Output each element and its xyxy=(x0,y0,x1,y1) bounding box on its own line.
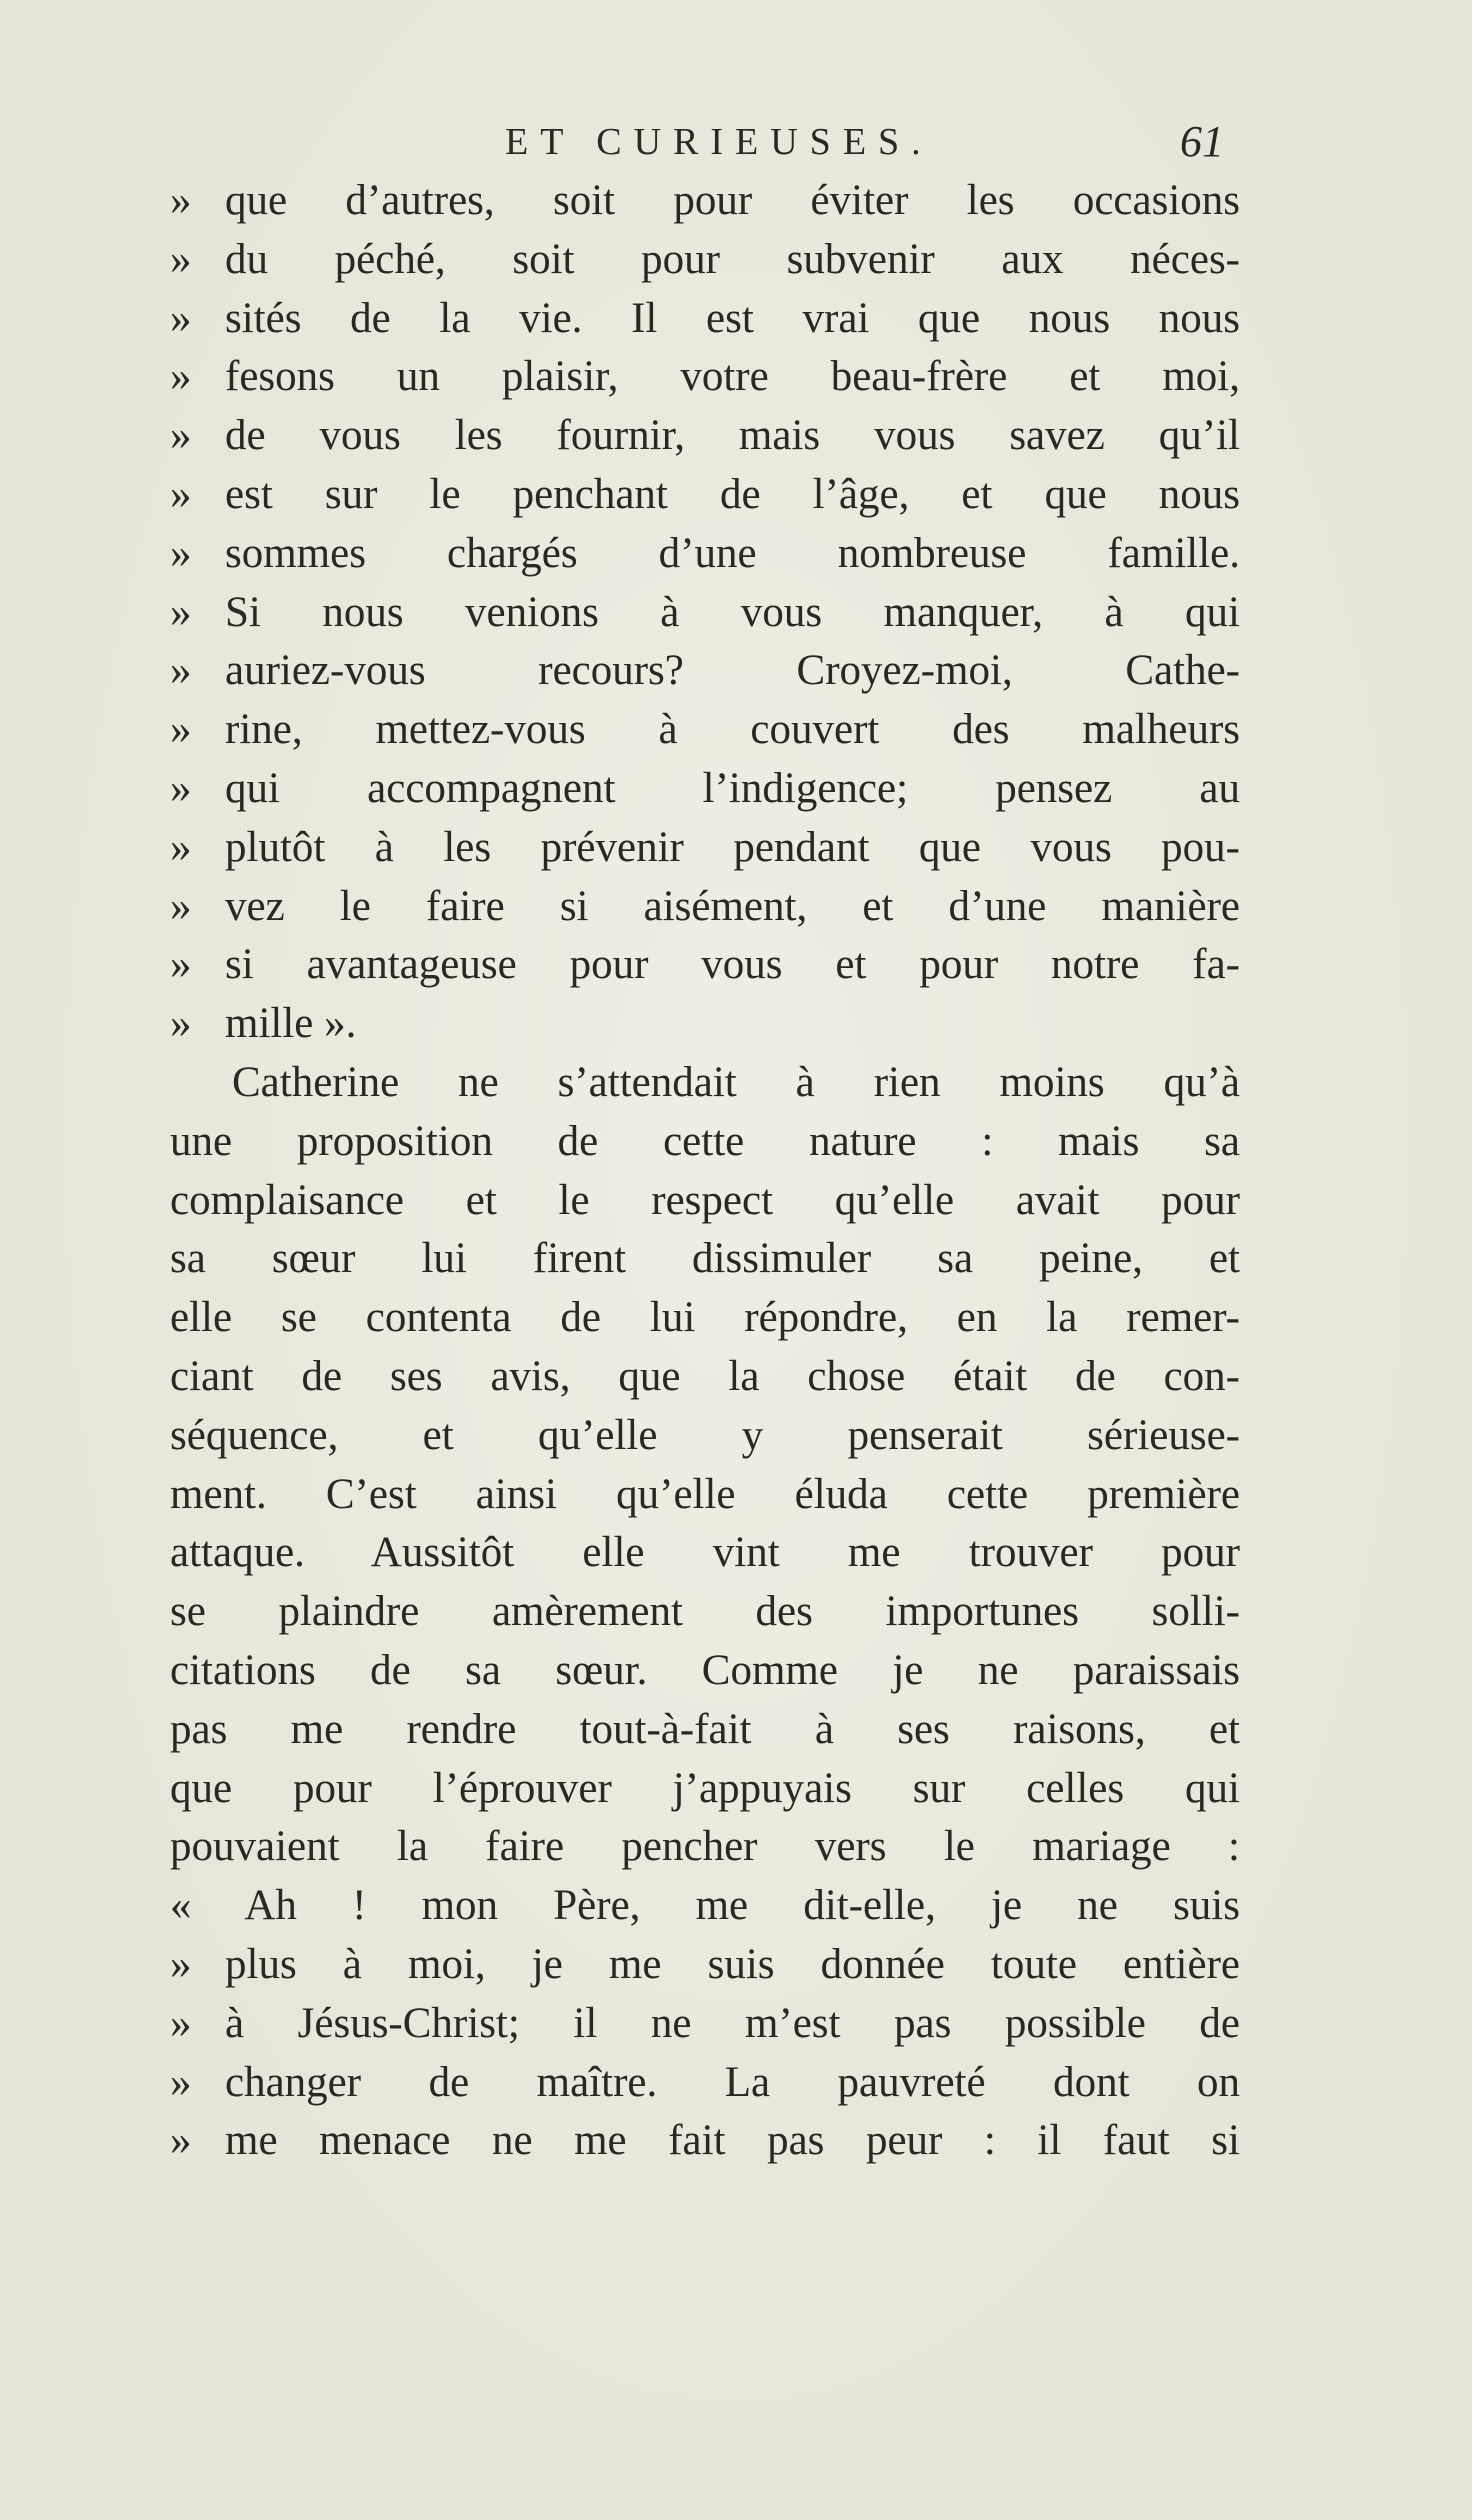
line-text: rine, mettez-vous à couvert des malheurs xyxy=(225,706,1240,754)
text-line: sa sœur lui firent dissimuler sa peine, et xyxy=(170,1235,1240,1283)
line-text: auriez-vous recours? Croyez-moi, Cathe- xyxy=(225,647,1240,695)
text-line: ciant de ses avis, que la chose était de con- xyxy=(170,1352,1240,1400)
guillemet-marker: » xyxy=(170,1940,192,1988)
text-line xyxy=(170,231,1240,290)
guillemet-marker: » xyxy=(170,529,192,577)
line-text: Si nous venions à vous manquer, à qui xyxy=(225,588,1240,636)
guillemet-marker: » xyxy=(170,235,192,283)
guillemet-marker: » xyxy=(170,353,192,401)
text-line: complaisance et le respect qu’elle avait pour xyxy=(170,1176,1240,1224)
line-text: du péché, soit pour subvenir aux néces- xyxy=(225,235,1240,283)
running-title: ET CURIEUSES. xyxy=(505,121,933,163)
text-line xyxy=(170,2112,1240,2171)
text-line xyxy=(170,584,1240,643)
text-line: attaque. Aussitôt elle vint me trouver pour xyxy=(170,1529,1240,1577)
text-line: « Ah ! mon Père, me dit-elle, je ne suis xyxy=(170,1882,1240,1930)
guillemet-marker: » xyxy=(170,1999,192,2047)
paragraph-start-line: Catherine ne s’attendait à rien moins qu’à xyxy=(232,1058,1240,1106)
text-line xyxy=(170,995,1240,1054)
line-text: sommes chargés d’une nombreuse famille. xyxy=(225,529,1240,577)
text-line: se plaindre amèrement des importunes solli- xyxy=(170,1588,1240,1636)
text-line xyxy=(170,1995,1240,2054)
guillemet-marker: » xyxy=(170,177,192,224)
line-text: plus à moi, je me suis donnée toute entière xyxy=(225,1940,1240,1988)
line-text: si avantageuse pour vous et pour notre fa- xyxy=(225,941,1240,989)
text-line: séquence, et qu’elle y penserait sérieuse- xyxy=(170,1411,1240,1459)
guillemet-marker: » xyxy=(170,470,192,518)
line-text: à Jésus-Christ; il ne m’est pas possible de xyxy=(225,1999,1240,2047)
guillemet-marker: » xyxy=(170,882,192,930)
text-line xyxy=(170,407,1240,466)
line-text: de vous les fournir, mais vous savez qu’il xyxy=(225,412,1240,460)
guillemet-marker: » xyxy=(170,588,192,636)
guillemet-marker: » xyxy=(170,1000,192,1048)
text-line: pas me rendre tout-à-fait à ses raisons, et xyxy=(170,1705,1240,1753)
text-line xyxy=(170,2054,1240,2113)
line-text: qui accompagnent l’indigence; pensez au xyxy=(225,764,1240,812)
text-line xyxy=(170,878,1240,937)
guillemet-marker: » xyxy=(170,764,192,812)
text-line xyxy=(170,348,1240,407)
text-line: ment. C’est ainsi qu’elle éluda cette première xyxy=(170,1470,1240,1518)
guillemet-marker: » xyxy=(170,2117,192,2165)
line-text: me menace ne me fait pas peur : il faut si xyxy=(225,2117,1240,2165)
page-number: 61 xyxy=(1180,117,1224,166)
body-text xyxy=(170,172,1240,2171)
line-text: vez le faire si aisément, et d’une manière xyxy=(225,882,1240,930)
text-line xyxy=(170,819,1240,878)
text-line xyxy=(170,642,1240,701)
guillemet-marker: » xyxy=(170,2058,192,2106)
line-text: mille ». xyxy=(225,1000,357,1048)
text-line xyxy=(170,701,1240,760)
text-line: que pour l’éprouver j’appuyais sur celles qui xyxy=(170,1764,1240,1812)
line-text: fesons un plaisir, votre beau-frère et moi, xyxy=(225,353,1240,401)
guillemet-marker: » xyxy=(170,294,192,342)
page-header xyxy=(0,112,1472,172)
guillemet-marker: » xyxy=(170,647,192,695)
line-text: sités de la vie. Il est vrai que nous nous xyxy=(225,294,1240,342)
guillemet-marker: » xyxy=(170,412,192,460)
text-line xyxy=(170,1936,1240,1995)
text-line: une proposition de cette nature : mais sa xyxy=(170,1117,1240,1165)
line-text: que d’autres, soit pour éviter les occasions xyxy=(225,177,1240,224)
text-line xyxy=(170,290,1240,349)
text-line xyxy=(170,466,1240,525)
text-line: elle se contenta de lui répondre, en la remer- xyxy=(170,1294,1240,1342)
text-line xyxy=(170,936,1240,995)
guillemet-marker: » xyxy=(170,941,192,989)
line-text: plutôt à les prévenir pendant que vous pou- xyxy=(225,823,1240,871)
text-line: citations de sa sœur. Comme je ne paraissais xyxy=(170,1646,1240,1694)
guillemet-marker: » xyxy=(170,706,192,754)
guillemet-marker: » xyxy=(170,823,192,871)
text-line: pouvaient la faire pencher vers le mariage : xyxy=(170,1823,1240,1871)
line-text: est sur le penchant de l’âge, et que nous xyxy=(225,470,1240,518)
line-text: changer de maître. La pauvreté dont on xyxy=(225,2058,1240,2106)
text-line xyxy=(170,172,1240,231)
text-line xyxy=(170,760,1240,819)
text-line xyxy=(170,525,1240,584)
